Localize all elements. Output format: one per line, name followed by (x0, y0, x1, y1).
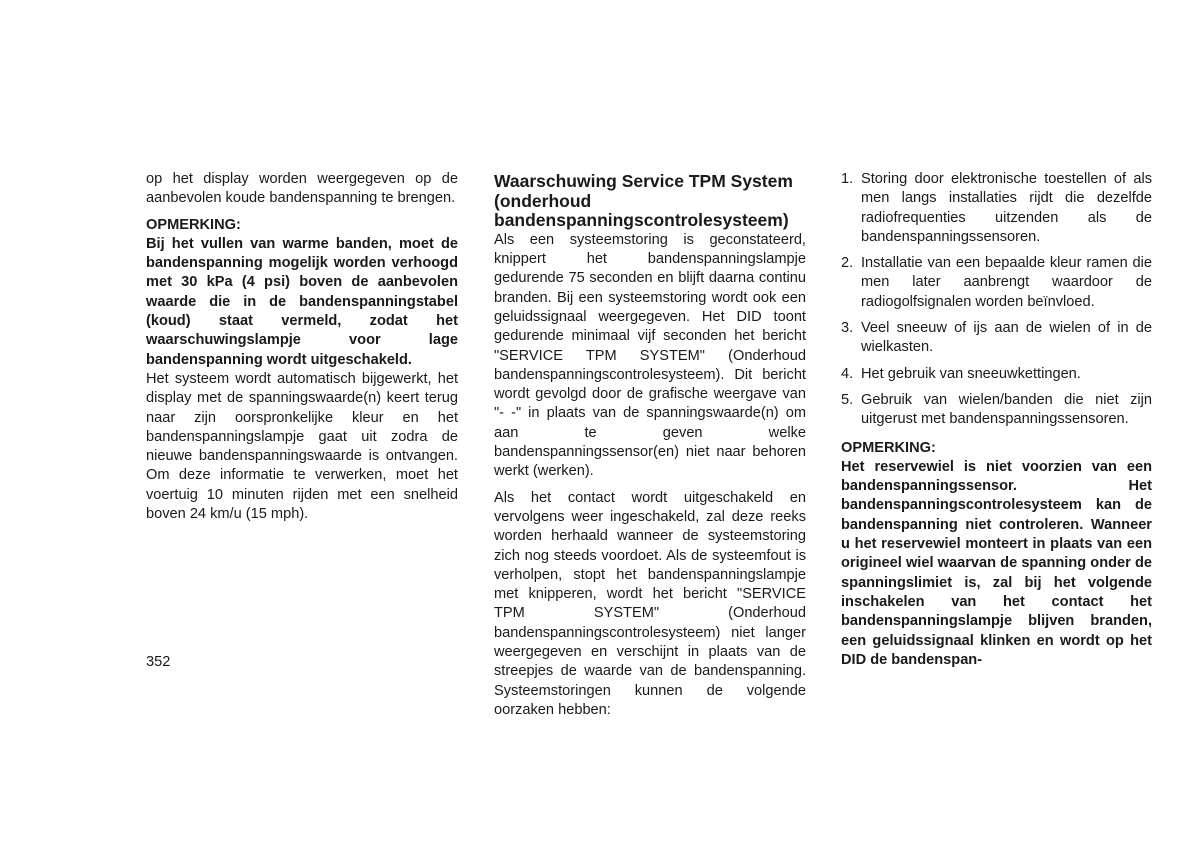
left-column (146, 170, 458, 524)
section-heading: Waarschuwing Service TPM System (onderhoud bandenspanningscontrolesysteem) (494, 171, 793, 231)
body-paragraph: Het systeem wordt automatisch bijgewerkt, het display met de spanningswaarde(n) keert terug naar zijn oorspronkelijke kleur en het bandenspanningslampje gaat uit zodra de nieuwe bandenspanningswaarde is ontvangen. Om deze informatie te verwerken, moet het voertuig 10 minuten rijden met een snelheid boven 24 km/u (15 mph). (146, 370, 458, 523)
note-label: OPMERKING: (841, 439, 936, 456)
note-body: Het reservewiel is niet voorzien van een bandenspanningssensor. Het bandenspanningscontrolesysteem kan de bandenspanning niet controleren. Wanneer u het reservewiel monteert in plaats van een origineel wiel waarvan de spanning onder de spanningslimiet is, zal bij het volgende inschakelen van het contact het bandenspanningslampje blijven branden, een geluidssignaal klinken en wordt op het DID de bandenspan- (841, 458, 1152, 668)
right-column (841, 170, 1152, 670)
list-item (841, 365, 1152, 384)
middle-column (494, 170, 806, 720)
list-item (841, 319, 1152, 358)
list-item-number: 5. (841, 391, 854, 408)
list-item (841, 170, 1152, 247)
list-item-number: 1. (841, 171, 854, 187)
note-label: OPMERKING: (146, 216, 241, 233)
list-item (841, 254, 1152, 312)
cause-list (841, 170, 1152, 430)
list-item-text: Gebruik van wielen/banden die niet zijn uitgerust met bandenspanningssensoren. (861, 391, 1152, 428)
list-item-number: 3. (841, 320, 854, 337)
list-item-text: Veel sneeuw of ijs aan de wielen of in de wielkasten. (861, 320, 1152, 356)
list-item-number: 4. (841, 365, 854, 382)
page-number: 352 (146, 654, 171, 670)
body-paragraph: Als een systeemstoring is geconstateerd, knippert het bandenspanningslampje gedurende 75 seconden en blijft daarna continu branden. Bij een systeemstoring wordt ook een geluidssignaal weergegeven. Het DID toont gedurende minimaal vijf seconden het bericht "SERVICE TPM SYSTEM" (Onderhoud bandenspanningscontrolesysteem). Dit bericht wordt gevolgd door de grafische weergave van "- -" in plaats van de spanningswaarde(n) om aan te geven welke bandenspanningssensor(en) niet naar behoren werkt (werken). (494, 231, 806, 480)
list-item-text: Storing door elektronische toestellen of als men langs installaties rijdt die dezelfde radiofrequenties uitzenden als de bandenspanningssensoren. (861, 171, 1152, 245)
list-item (841, 391, 1152, 430)
list-item-text: Het gebruik van sneeuwkettingen. (861, 365, 1081, 382)
body-paragraph: Als het contact wordt uitgeschakeld en vervolgens weer ingeschakeld, zal deze reeks worden herhaald wanneer de systeemstoring zich nog steeds voordoet. Als de systeemfout is verholpen, stopt het bandenspanningslampje met knipperen, wordt het bericht "SERVICE TPM SYSTEM" (Onderhoud bandenspanningscontrolesysteem) niet langer weergegeven en verschijnt in plaats van de streepjes de waarde van de bandenspanning. Systeemstoringen kunnen de volgende oorzaken hebben: (494, 489, 806, 718)
lead-paragraph: op het display worden weergegeven op de aanbevolen koude bandenspanning te brengen. (146, 171, 458, 207)
note-body: Bij het vullen van warme banden, moet de bandenspanning mogelijk worden verhoogd met 30 kPa (4 psi) boven de aanbevolen waarde die in de bandenspanningstabel (koud) staat vermeld, zodat het waarschuwingslampje voor lage bandenspanning wordt uitgeschakeld. (146, 235, 458, 368)
list-item-number: 2. (841, 255, 854, 272)
list-item-text: Installatie van een bepaalde kleur ramen die men later aanbrengt waardoor de radiogolfsignalen worden beïnvloed. (861, 255, 1152, 310)
